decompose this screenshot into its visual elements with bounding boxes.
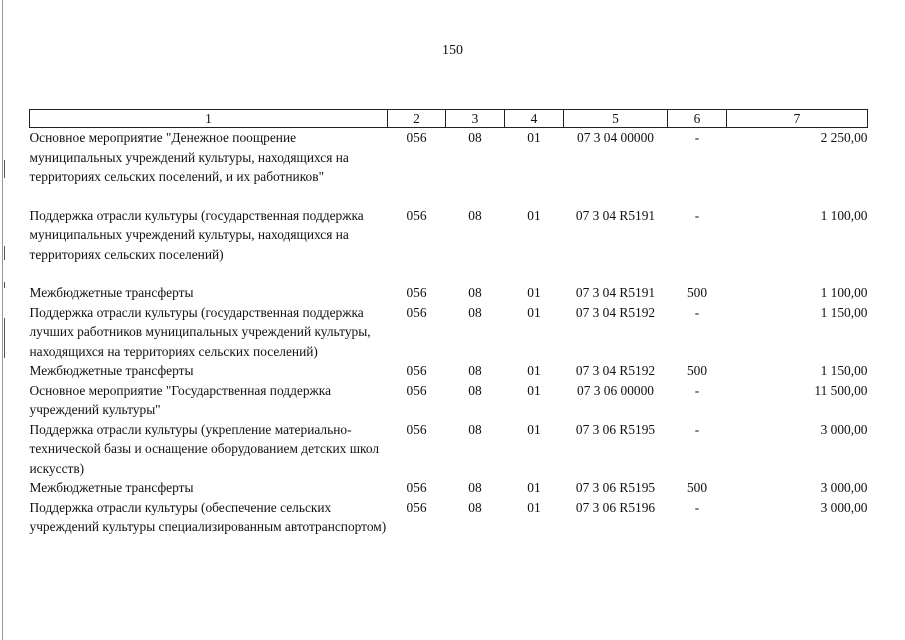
row-name: Основное мероприятие "Государственная поддержка учреждений культуры" — [29, 382, 332, 417]
header-col-6: 6 — [668, 110, 727, 128]
row-target-article: 07 3 04 R5191 — [575, 285, 656, 300]
row-section: 08 — [468, 207, 482, 223]
row-ministry-code: 056 — [406, 207, 427, 223]
row-subsection: 01 — [527, 130, 541, 145]
row-section: 08 — [468, 304, 482, 320]
row-target-article: 07 3 06 00000 — [577, 382, 654, 398]
row-amount: 1 150,00 — [820, 363, 868, 378]
row-amount: 2 250,00 — [820, 130, 868, 145]
row-ministry-code: 056 — [406, 304, 427, 320]
header-col-5: 5 — [564, 110, 668, 128]
row-name: Межбюджетные трансферты — [29, 363, 194, 378]
table-row — [30, 361, 868, 381]
row-amount: 3 000,00 — [820, 421, 868, 437]
scan-margin-mark — [4, 160, 5, 178]
row-target-article: 07 3 04 R5192 — [575, 304, 656, 320]
table-row — [30, 498, 868, 537]
table-row — [30, 206, 868, 284]
row-name: Поддержка отрасли культуры (государственная поддержка муниципальных учреждений культуры, находящихся на территориях сельских поселений) — [29, 207, 364, 262]
table-row — [30, 420, 868, 479]
row-subsection: 01 — [527, 285, 541, 300]
row-expense-type: - — [694, 382, 700, 398]
row-expense-type: 500 — [686, 480, 708, 495]
row-name: Поддержка отрасли культуры (государственная поддержка лучших работников муниципальных учреждений культуры, находящихся на территориях сельских поселений) — [29, 304, 371, 359]
page-number: 150 — [442, 43, 463, 58]
row-expense-type: 500 — [686, 285, 708, 300]
table-row — [30, 478, 868, 498]
table-row — [30, 381, 868, 420]
row-subsection: 01 — [527, 421, 541, 437]
row-ministry-code: 056 — [406, 421, 427, 437]
row-name: Межбюджетные трансферты — [29, 285, 194, 300]
row-section: 08 — [468, 285, 482, 300]
row-name: Поддержка отрасли культуры (укрепление материально-технической базы и оснащение оборудованием детских школ искусств) — [29, 421, 380, 476]
row-subsection: 01 — [527, 207, 541, 223]
row-expense-type: - — [694, 304, 700, 320]
row-expense-type: - — [694, 207, 700, 223]
row-subsection: 01 — [527, 499, 541, 515]
header-col-4: 4 — [505, 110, 564, 128]
row-ministry-code: 056 — [406, 285, 427, 300]
table-row — [30, 128, 868, 206]
row-section: 08 — [468, 421, 482, 437]
row-expense-type: - — [694, 130, 700, 145]
row-ministry-code: 056 — [406, 130, 427, 145]
table-header-row — [30, 110, 868, 128]
row-amount: 1 100,00 — [820, 207, 868, 223]
budget-table — [29, 109, 868, 537]
row-expense-type: - — [694, 499, 700, 515]
row-section: 08 — [468, 480, 482, 495]
row-subsection: 01 — [527, 382, 541, 398]
header-col-1: 1 — [30, 110, 388, 128]
header-col-2: 2 — [388, 110, 446, 128]
row-target-article: 07 3 06 R5195 — [575, 421, 656, 437]
row-target-article: 07 3 06 R5195 — [575, 480, 656, 495]
row-subsection: 01 — [527, 480, 541, 495]
row-section: 08 — [468, 130, 482, 145]
row-amount: 11 500,00 — [814, 382, 868, 398]
row-amount: 3 000,00 — [820, 480, 868, 495]
row-amount: 1 150,00 — [820, 304, 868, 320]
row-target-article: 07 3 06 R5196 — [575, 499, 656, 515]
row-ministry-code: 056 — [406, 382, 427, 398]
row-ministry-code: 056 — [406, 480, 427, 495]
row-target-article: 07 3 04 00000 — [577, 130, 654, 145]
row-expense-type: - — [694, 421, 700, 437]
row-name: Межбюджетные трансферты — [29, 480, 194, 495]
header-col-3: 3 — [446, 110, 505, 128]
row-expense-type: 500 — [686, 363, 708, 378]
row-amount: 3 000,00 — [820, 499, 868, 515]
row-ministry-code: 056 — [406, 363, 427, 378]
row-ministry-code: 056 — [406, 499, 427, 515]
row-amount: 1 100,00 — [820, 285, 868, 300]
row-section: 08 — [468, 499, 482, 515]
row-target-article: 07 3 04 R5192 — [575, 363, 656, 378]
scan-margin-mark — [4, 246, 5, 260]
row-section: 08 — [468, 382, 482, 398]
row-section: 08 — [468, 363, 482, 378]
row-subsection: 01 — [527, 363, 541, 378]
table-row — [30, 283, 868, 303]
row-name: Поддержка отрасли культуры (обеспечение сельских учреждений культуры специализированным автотранспортом) — [29, 499, 387, 534]
header-col-7: 7 — [727, 110, 868, 128]
scan-margin-mark — [4, 282, 5, 288]
row-target-article: 07 3 04 R5191 — [575, 207, 656, 223]
row-name: Основное мероприятие "Денежное поощрение муниципальных учреждений культуры, находящихся на территориях сельских поселений, и их работников" — [29, 130, 349, 184]
scan-edge-line — [2, 0, 3, 640]
table-row — [30, 303, 868, 362]
row-subsection: 01 — [527, 304, 541, 320]
scan-margin-mark — [4, 318, 5, 358]
